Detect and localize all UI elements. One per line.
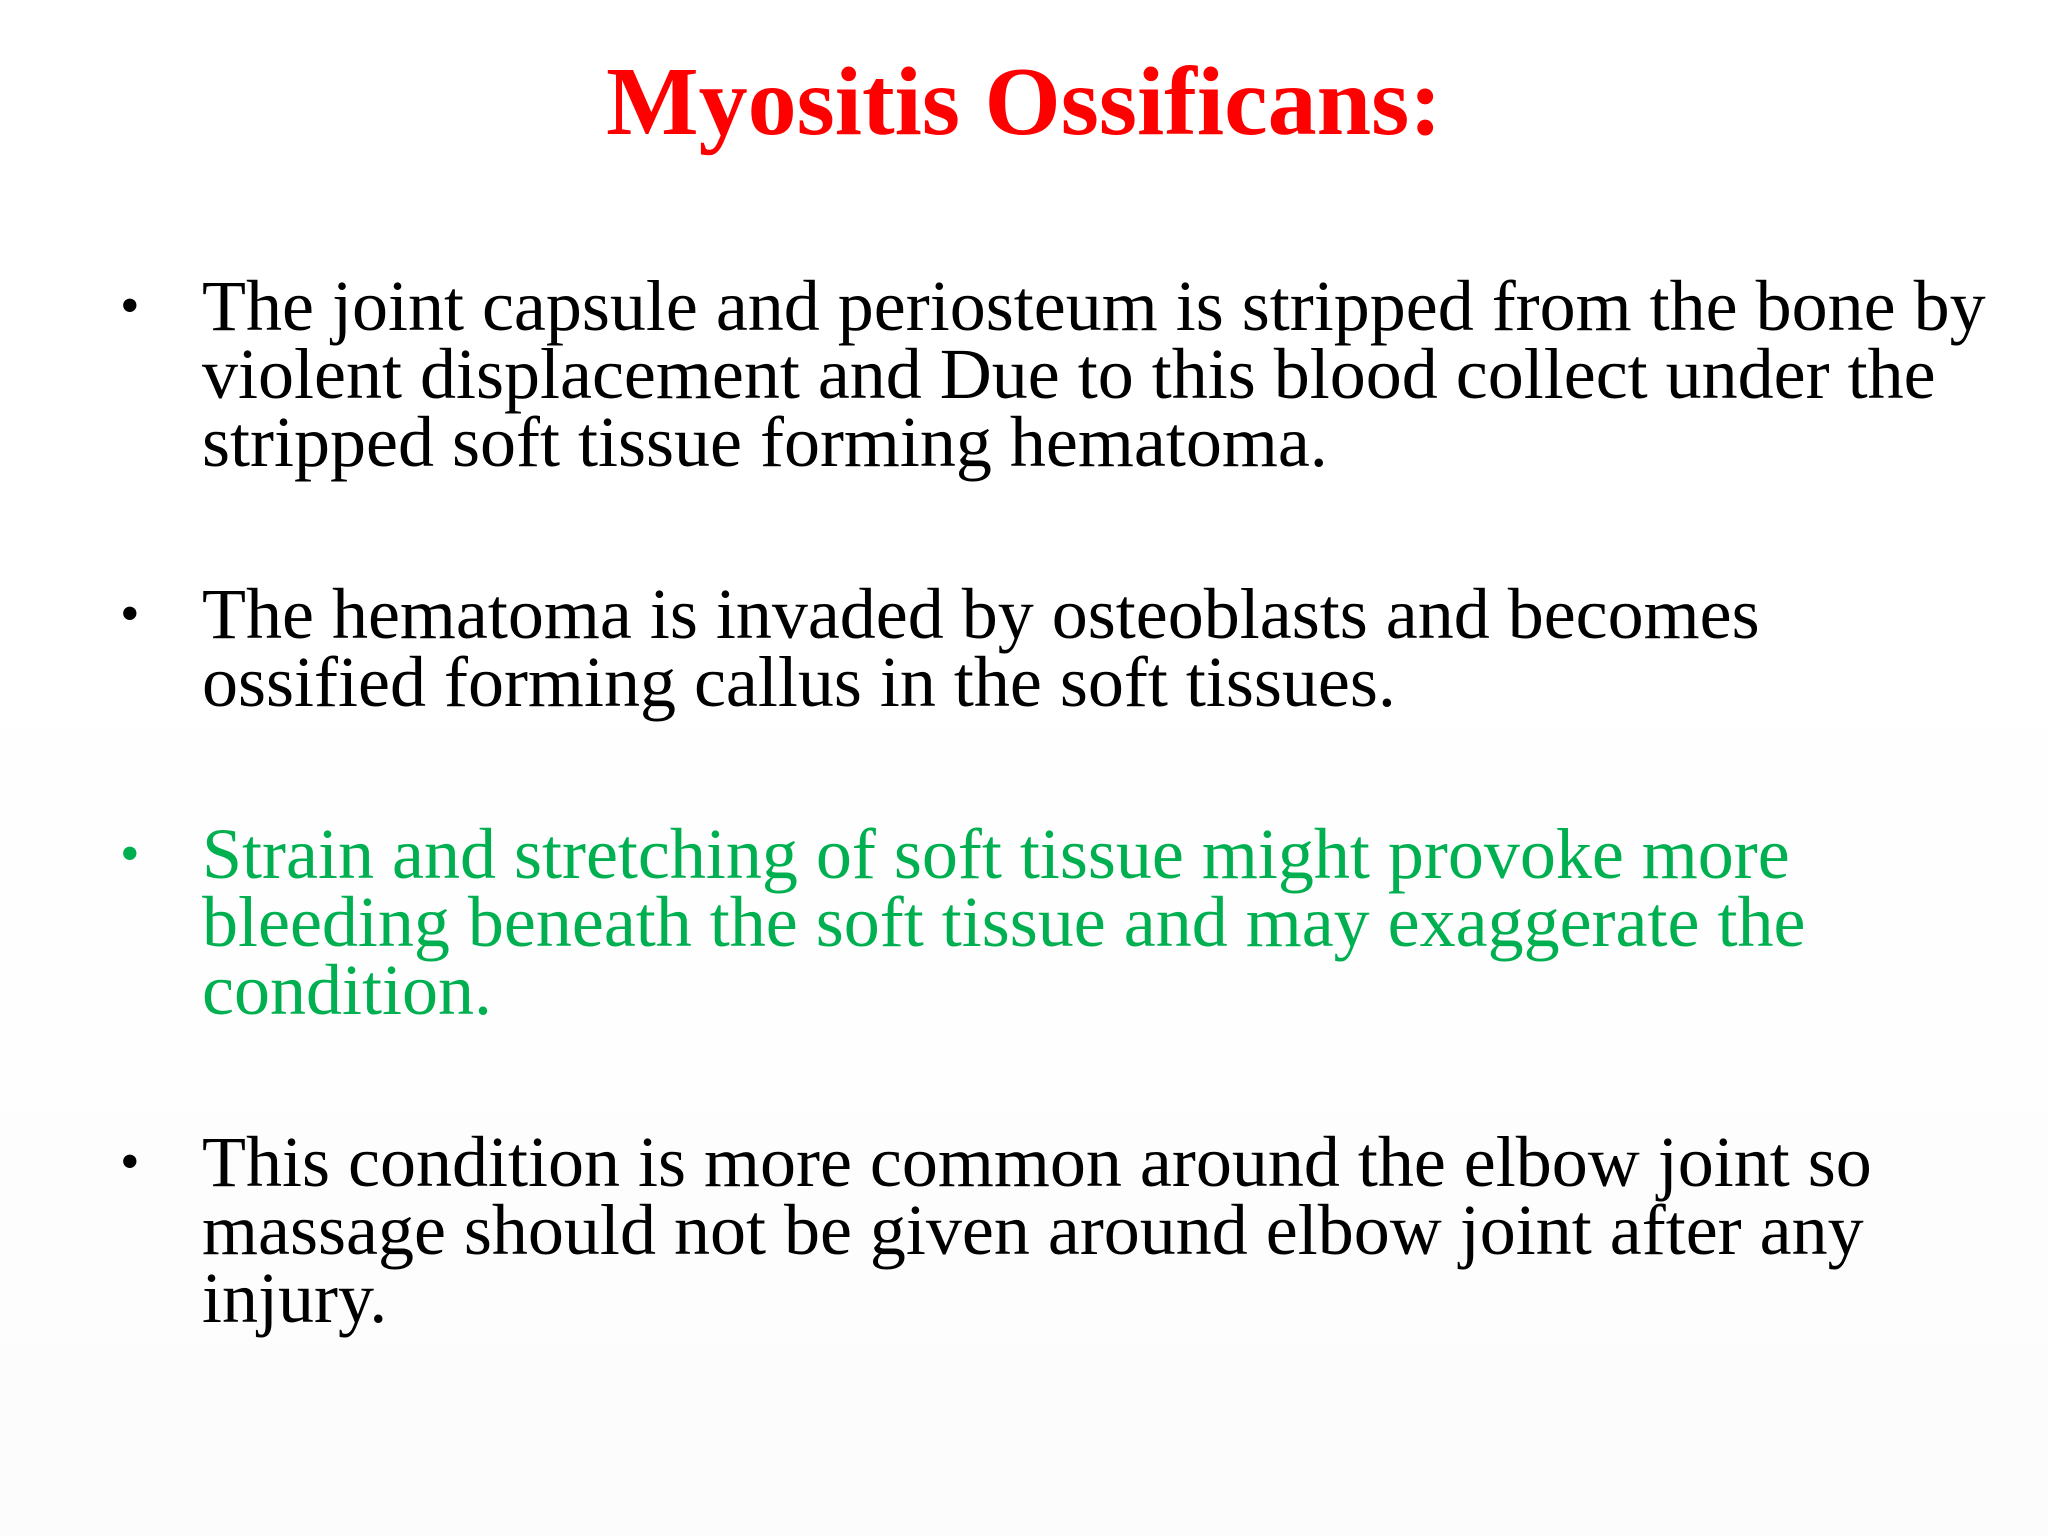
bullet-item-ossification xyxy=(0,574,2048,722)
bullet-text: The joint capsule and periosteum is stripped from the bone by violent displacement and Due to this blood collect under the stripped soft tissue forming hematoma. xyxy=(202,266,1986,482)
bullet-item-hematoma-formation xyxy=(0,266,2048,482)
bullet-item-strain-warning xyxy=(0,814,2048,1030)
bullet-list xyxy=(0,266,2048,1436)
bullet-text: This condition is more common around the elbow joint so massage should not be given around elbow joint after any injury. xyxy=(202,1122,1872,1338)
bullet-text: Strain and stretching of soft tissue might provoke more bleeding beneath the soft tissue and may exaggerate the condition. xyxy=(202,814,1806,1030)
bullet-icon: • xyxy=(120,275,140,337)
bullet-text: The hematoma is invaded by osteoblasts and becomes ossified forming callus in the soft tissues. xyxy=(202,574,1760,722)
bullet-icon: • xyxy=(120,823,140,885)
slide-title: Myositis Ossificans: xyxy=(606,48,1442,156)
bullet-icon: • xyxy=(120,1131,140,1193)
bullet-item-elbow-joint xyxy=(0,1122,2048,1338)
bullet-icon: • xyxy=(120,583,140,645)
